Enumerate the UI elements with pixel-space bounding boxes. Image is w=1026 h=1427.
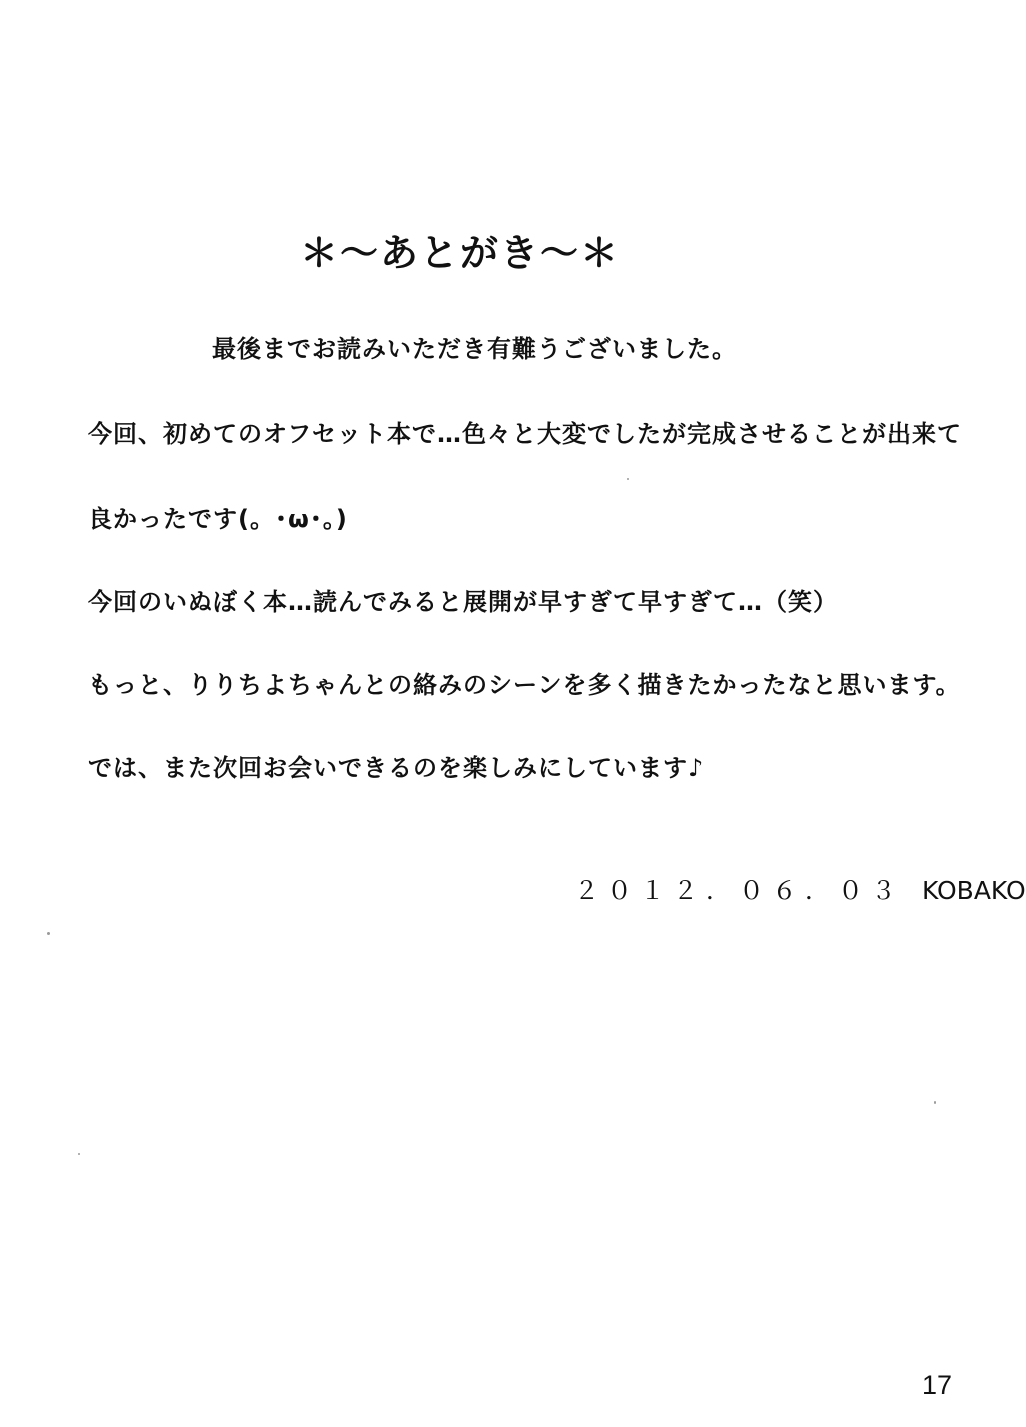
afterword-line-2: 今回、初めてのオフセット本で…色々と大変でしたが完成させることが出来て [88, 420, 963, 448]
afterword-line-6: では、また次回お会いできるのを楽しみにしています♪ [88, 754, 705, 782]
signature-date: ２０１２．０６．０３ [574, 876, 905, 905]
afterword-line-4: 今回のいぬぼく本…読んでみると展開が早すぎて早すぎて…（笑） [88, 588, 838, 616]
page-number: 17 [922, 1370, 953, 1400]
scan-speck [627, 478, 629, 480]
scan-speck [934, 1101, 936, 1104]
afterword-line-5: もっと、りりちよちゃんとの絡みのシーンを多く描きたかったなと思います。 [88, 671, 961, 699]
scan-speck [47, 932, 50, 935]
scan-speck [78, 1153, 80, 1155]
signature [574, 871, 1026, 907]
afterword-line-1: 最後までお読みいただき有難うございました。 [212, 335, 737, 363]
signature-author: KOBAKO [921, 876, 1026, 905]
afterword-title: ＊～あとがき～＊ [300, 231, 621, 275]
afterword-line-3: 良かったです(。･ω･。) [88, 505, 348, 533]
